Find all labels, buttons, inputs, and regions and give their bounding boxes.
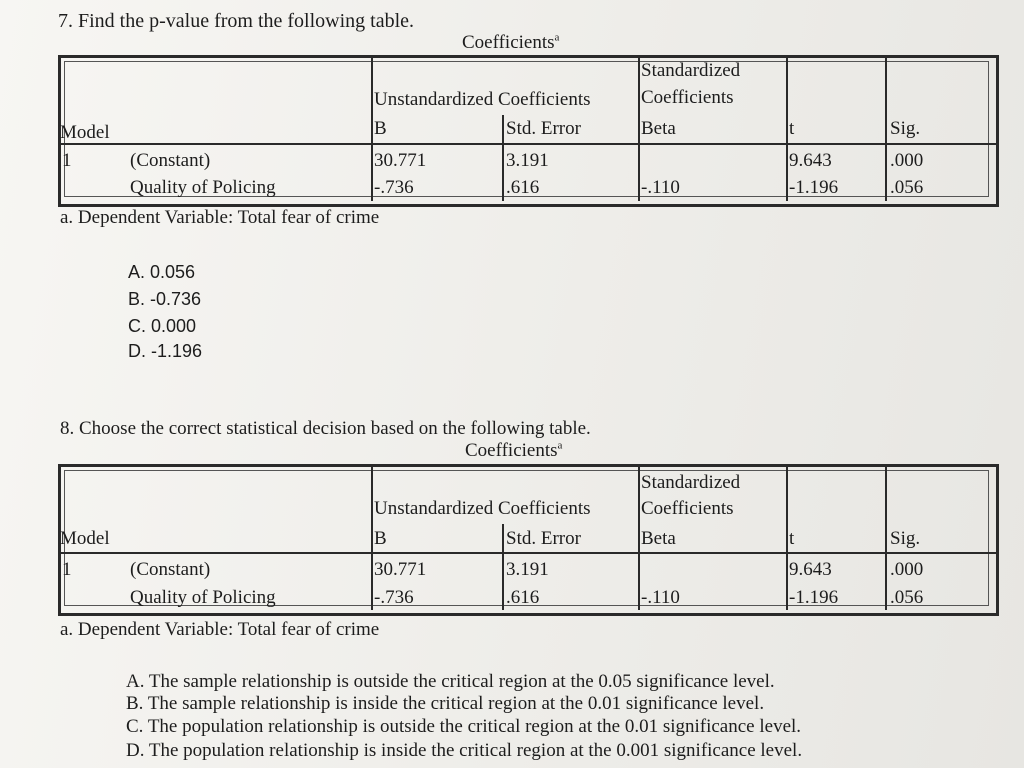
row-sig: .000 xyxy=(890,150,924,171)
header-unstandardized: Unstandardized Coefficients xyxy=(374,498,591,519)
table-8-col-divider xyxy=(885,466,887,610)
header-std-error: Std. Error xyxy=(506,118,581,139)
header-b: B xyxy=(374,118,387,139)
row-t: 9.643 xyxy=(789,150,832,171)
row-sig: .000 xyxy=(890,559,924,580)
header-std-error: Std. Error xyxy=(506,528,581,549)
row-std-error: 3.191 xyxy=(506,559,549,580)
q8-choice-c[interactable]: C. The population relationship is outside the critical region at the 0.01 significance level. xyxy=(126,716,802,737)
table-8-title-sup: a xyxy=(557,439,563,452)
q8-choice-b[interactable]: B. The sample relationship is inside the critical region at the 0.01 significance level. xyxy=(126,693,765,714)
row-label: Quality of Policing xyxy=(130,587,276,608)
header-b: B xyxy=(374,528,387,549)
header-sig: Sig. xyxy=(890,118,921,139)
table-8-header-rule xyxy=(58,552,996,554)
question-8-text: 8. Choose the correct statistical decision based on the following table. xyxy=(60,418,591,439)
row-sig: .056 xyxy=(890,587,924,608)
q7-choice-c[interactable]: C. 0.000 xyxy=(128,316,197,336)
table-7-title-sup: a xyxy=(554,31,560,44)
q7-choice-d[interactable]: D. -1.196 xyxy=(128,341,203,361)
row-label: (Constant) xyxy=(130,559,211,580)
row-t: -1.196 xyxy=(789,587,839,608)
table-7-col-divider xyxy=(885,57,887,201)
q8-choice-d[interactable]: D. The population relationship is inside the critical region at the 0.001 significance level. xyxy=(126,740,803,761)
header-coefficients: Coefficients xyxy=(641,498,734,519)
row-t: -1.196 xyxy=(789,177,839,198)
table-8-title xyxy=(465,440,562,462)
table-7-col-divider xyxy=(502,115,504,201)
table-8-col-divider xyxy=(638,466,640,610)
q8-choice-a[interactable]: A. The sample relationship is outside the critical region at the 0.05 significance level. xyxy=(126,671,775,692)
row-sig: .056 xyxy=(890,177,924,198)
row-b: -.736 xyxy=(374,177,414,198)
header-beta: Beta xyxy=(641,528,676,549)
row-label: (Constant) xyxy=(130,150,211,171)
q7-choice-b[interactable]: B. -0.736 xyxy=(128,289,202,309)
header-standardized: Standardized xyxy=(641,472,741,493)
row-model-number: 1 xyxy=(62,150,72,171)
row-t: 9.643 xyxy=(789,559,832,580)
row-label: Quality of Policing xyxy=(130,177,276,198)
table-7-col-divider xyxy=(371,57,373,201)
table-8-footnote: a. Dependent Variable: Total fear of crime xyxy=(60,619,380,640)
header-t: t xyxy=(789,118,795,139)
header-beta: Beta xyxy=(641,118,676,139)
q7-choice-a[interactable]: A. 0.056 xyxy=(128,262,196,282)
row-beta: -.110 xyxy=(641,177,680,198)
row-beta: -.110 xyxy=(641,587,680,608)
header-sig: Sig. xyxy=(890,528,921,549)
row-b: 30.771 xyxy=(374,150,427,171)
row-model-number: 1 xyxy=(62,559,72,580)
row-b: -.736 xyxy=(374,587,414,608)
table-7-col-divider xyxy=(786,57,788,201)
row-b: 30.771 xyxy=(374,559,427,580)
table-8-col-divider xyxy=(502,524,504,610)
header-model: Model xyxy=(60,528,110,549)
header-standardized: Standardized xyxy=(641,60,741,81)
header-unstandardized: Unstandardized Coefficients xyxy=(374,89,591,110)
table-7-col-divider xyxy=(638,57,640,201)
header-t: t xyxy=(789,528,795,549)
row-std-error: .616 xyxy=(506,177,540,198)
table-8-col-divider xyxy=(371,466,373,610)
header-coefficients: Coefficients xyxy=(641,87,734,108)
row-std-error: .616 xyxy=(506,587,540,608)
header-model: Model xyxy=(60,122,110,143)
table-8-col-divider xyxy=(786,466,788,610)
question-7-text: 7. Find the p-value from the following table. xyxy=(58,10,415,32)
table-8-title-text: Coefficients xyxy=(465,440,558,461)
table-7-title xyxy=(462,32,559,54)
table-7-header-rule xyxy=(58,143,996,145)
table-7-title-text: Coefficients xyxy=(462,32,555,53)
table-7-footnote: a. Dependent Variable: Total fear of crime xyxy=(60,207,380,228)
row-std-error: 3.191 xyxy=(506,150,549,171)
